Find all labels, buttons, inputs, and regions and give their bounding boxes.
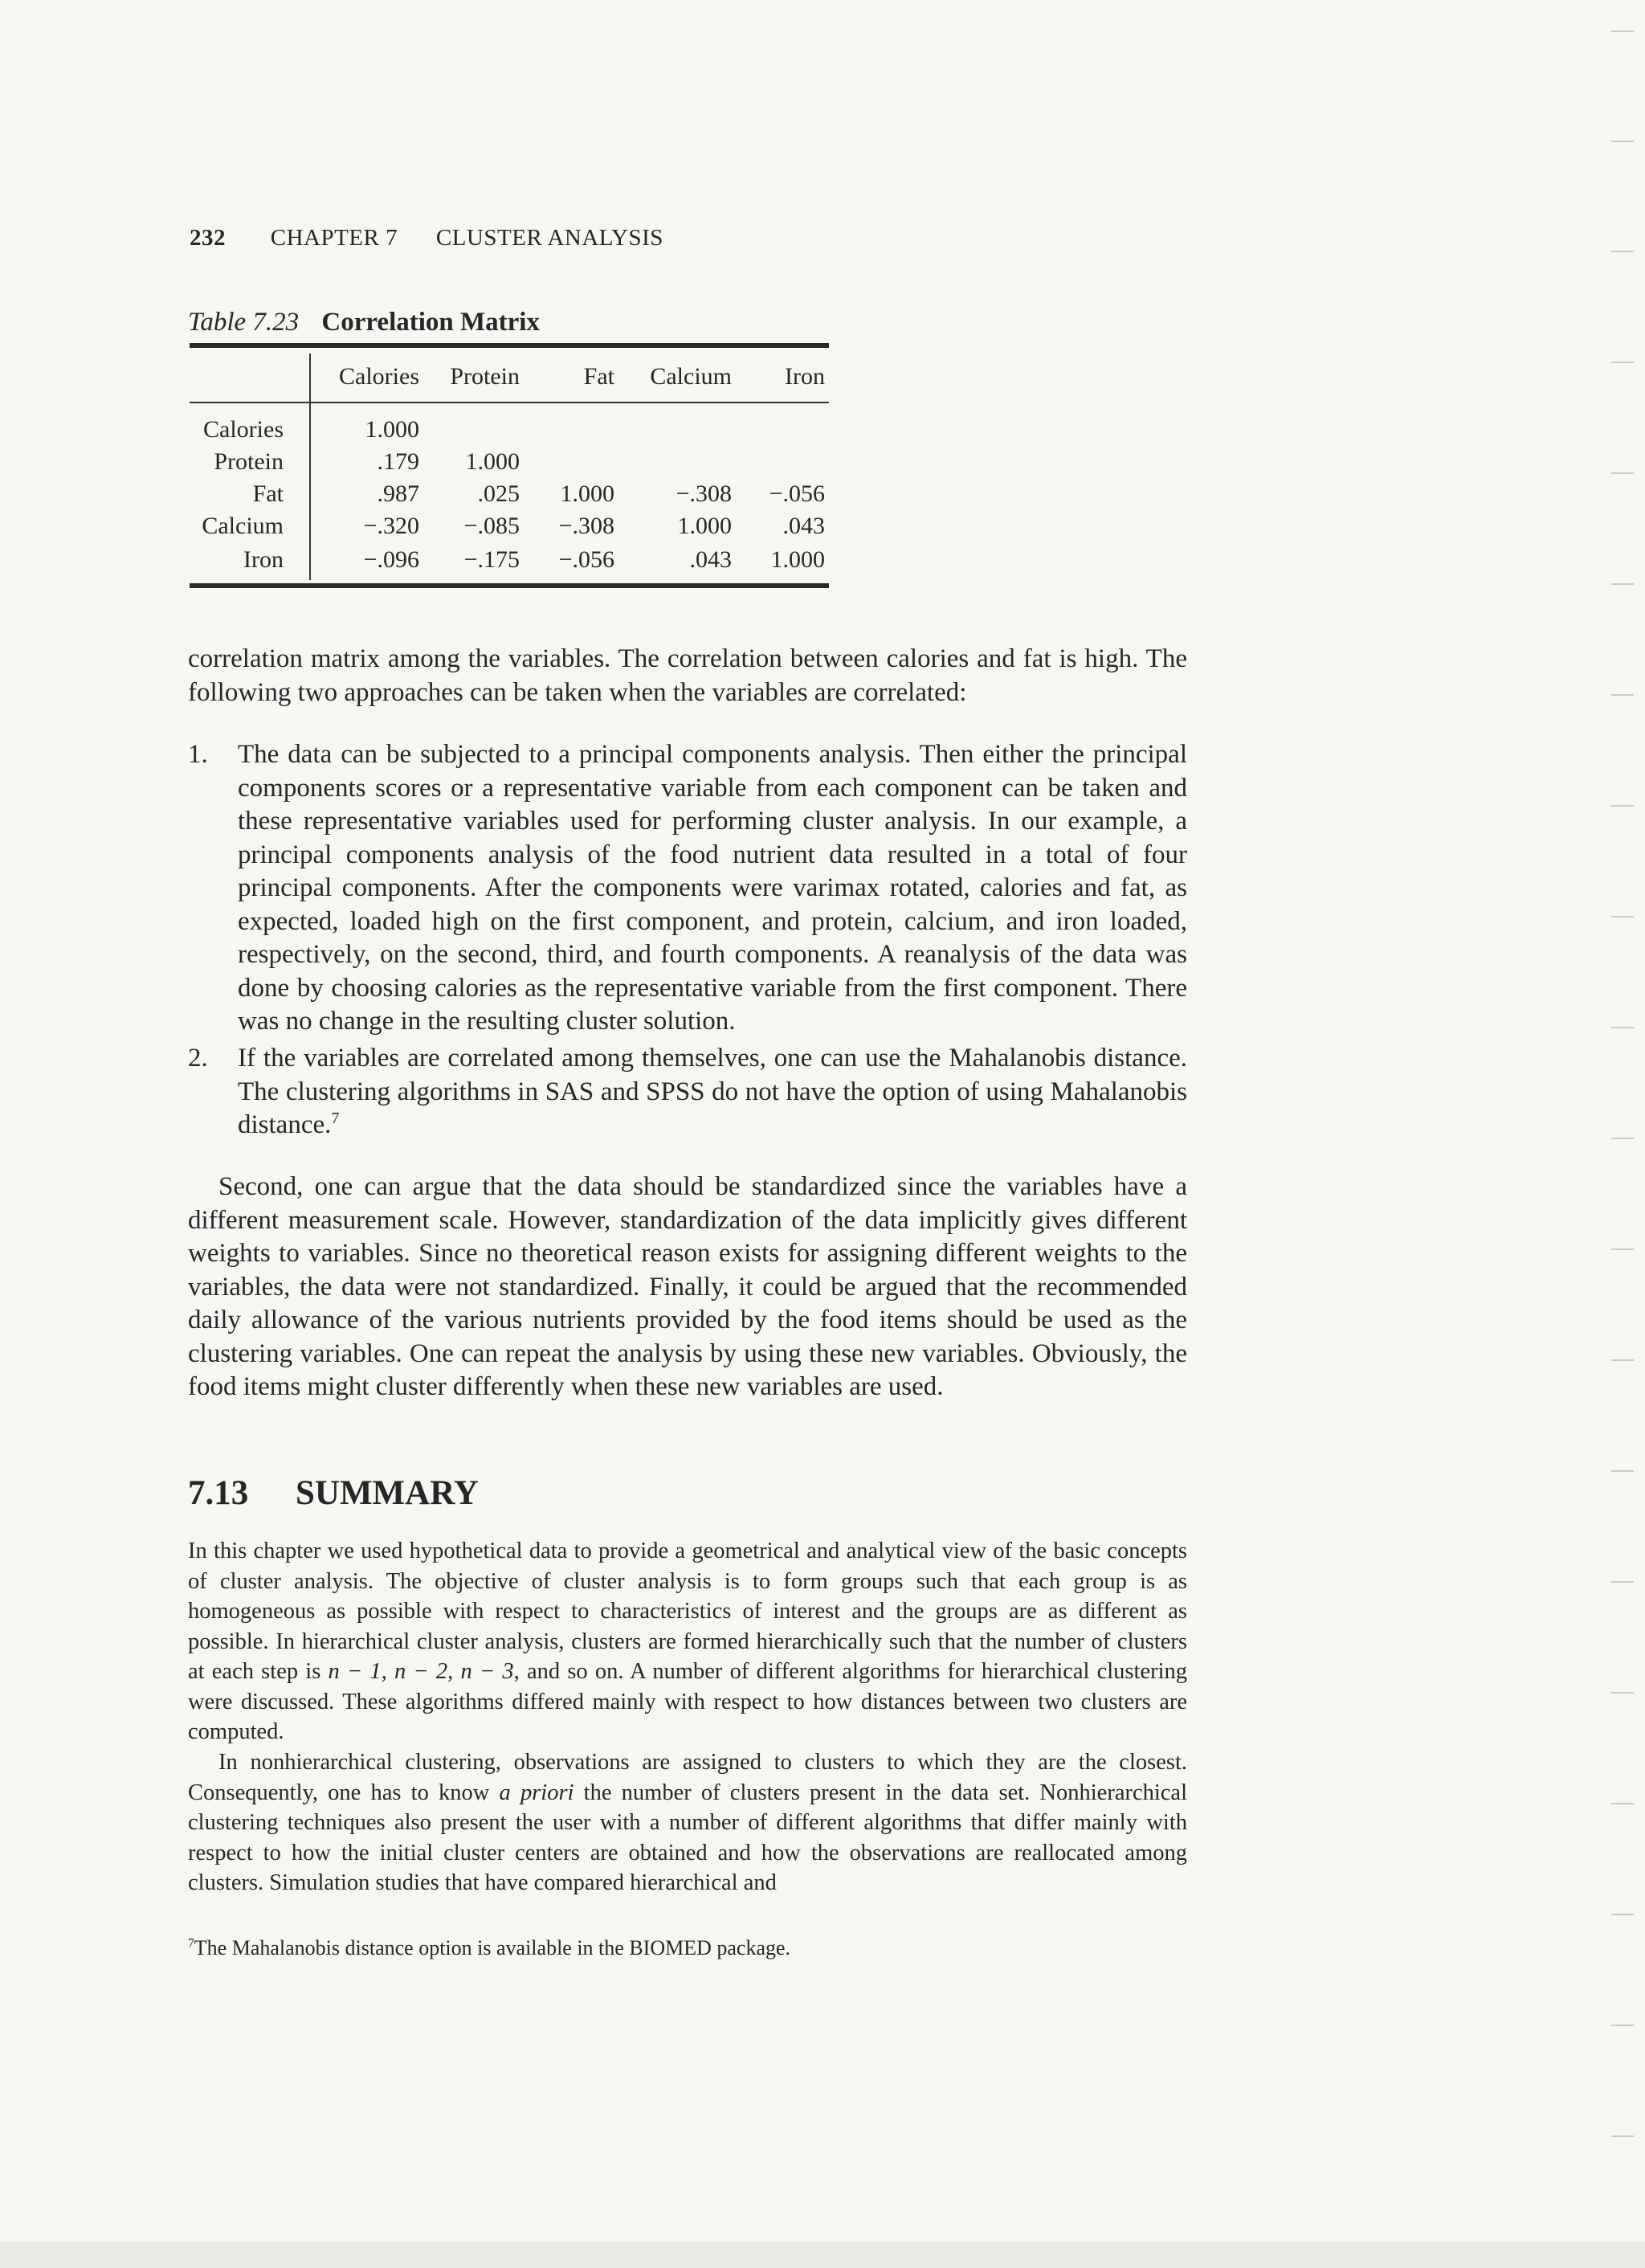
scan-edge-mark (1611, 2135, 1634, 2137)
table-header-rule (190, 402, 829, 403)
list-marker: 2. (188, 1044, 208, 1073)
table-cell: −.096 (363, 546, 419, 573)
section-title: SUMMARY (296, 1474, 479, 1512)
table-cell: −.056 (769, 480, 825, 507)
scan-edge-mark (1611, 1470, 1634, 1472)
table-top-rule (190, 343, 829, 348)
scan-edge-mark (1611, 694, 1634, 696)
row-header: Fat (252, 480, 284, 507)
table-cell: 1.000 (465, 448, 520, 475)
column-header: Calcium (650, 363, 732, 390)
scan-edge-mark (1611, 362, 1634, 363)
table-cell: −.056 (558, 546, 614, 573)
table-cell: 1.000 (365, 416, 419, 443)
summary-text-a: In this chapter we used hypothetical data to provide a geometrical and analytical view of the basic concepts of cluster analysis. The objective of cluster analysis is to form groups such that each group is as homogeneous as possible with respect to characteristics of interest and the groups are as different as possible. In hierarchical cluster analysis, clusters are formed hierarchically such that the number of clusters at each step is (188, 1539, 1187, 1684)
summary-math: n − 1, n − 2, n − 3 (328, 1659, 514, 1684)
table-cell: 1.000 (770, 546, 825, 573)
footnote (188, 1936, 790, 1960)
scan-edge-mark (1611, 251, 1634, 252)
summary-text-b: the number of clusters present in the data set. Nonhierarchical clustering techniques also present the user with a number of different algorithms that differ mainly with respect to how the initial cluster centers are obtained and how the observations are reallocated among clusters. Simulation studies that have compared hierarchical and (188, 1780, 1188, 1895)
row-header: Protein (214, 448, 284, 475)
row-header: Iron (243, 546, 284, 573)
summary-paragraph-2 (188, 1747, 1187, 1898)
chapter-title: CLUSTER ANALYSIS (435, 225, 663, 251)
list-item-1 (188, 738, 1187, 1039)
body-paragraph-2: Second, one can argue that the data should be standardized since the variables have a different measurement scale. However, standardization of the data implicitly gives different weights to variables. Since no theoretical reason exists for assigning different weights to the variables, the data were not standardized. Finally, it could be argued that the recommended daily allowance of the various nutrients provided by the food items should be used as the clustering variables. One can repeat the analysis by using these new variables. Obviously, the food items might cluster differently when these new variables are used. (188, 1172, 1187, 1401)
table-cell: −.175 (463, 546, 520, 573)
scan-edge-mark (1611, 1914, 1634, 1915)
summary-text-b: , and so on. A number of different algorithms for hierarchical clustering were discussed. These algorithms differed mainly with respect to how distances between two clusters are computed. (188, 1659, 1188, 1744)
scan-edge-mark (1611, 1692, 1634, 1694)
chapter-label: CHAPTER 7 (270, 225, 398, 251)
section-heading (188, 1473, 479, 1513)
body-paragraph-1: correlation matrix among the variables. The correlation between calories and fat is high. The following two approaches can be taken when the variables are correlated: (188, 644, 1187, 707)
table-cell: −.085 (463, 513, 520, 539)
table-cell: .179 (377, 448, 419, 475)
list-item-text-content: If the variables are correlated among themselves, one can use the Mahalanobis distance. The clustering algorithms in SAS and SPSS do not have the option of using Mahalanobis distance. (238, 1044, 1187, 1139)
list-item-text (238, 1042, 1187, 1142)
scan-edge-mark (1611, 1027, 1634, 1028)
scan-edge-mark (1611, 31, 1634, 32)
list-item-text: The data can be subjected to a principal components analysis. Then either the principal components scores or a representative variable from each component can be taken and these representative variables used for performing cluster analysis. In our example, a principal components analysis of the food nutrient data resulted in a total of four principal components. After the components were varimax rotated, calories and fat, as expected, loaded high on the first component, and protein, calcium, and iron loaded, respectively, on the second, third, and fourth components. A reanalysis of the data was done by choosing calories as the representative variable from the first component. There was no change in the resulting cluster solution. (238, 740, 1187, 1036)
column-header: Iron (785, 363, 825, 390)
scan-edge-mark (1611, 141, 1634, 142)
list-marker: 1. (188, 740, 208, 769)
column-header: Calories (339, 363, 419, 390)
summary-paragraph-1 (188, 1536, 1187, 1747)
scan-bottom-edge (0, 2241, 1645, 2268)
table-cell: −.320 (363, 513, 419, 539)
footnote-text: The Mahalanobis distance option is available in the BIOMED package. (194, 1936, 791, 1959)
table-caption (188, 308, 540, 337)
scan-edge-mark (1611, 1138, 1634, 1139)
table-cell: .987 (377, 480, 419, 507)
scan-edge-mark (1611, 2025, 1634, 2026)
running-header (190, 225, 663, 251)
summary-text-a: In nonhierarchical clustering, observations are assigned to clusters to which they are the closest. Consequently, one has to know (188, 1750, 1187, 1805)
table-cell: .043 (782, 513, 825, 539)
scan-edge-mark (1611, 916, 1634, 917)
section-number: 7.13 (188, 1474, 249, 1512)
scan-edge-mark (1611, 1359, 1634, 1361)
list-item-2 (188, 1042, 1187, 1142)
row-header: Calcium (202, 513, 284, 539)
table-cell: −.308 (676, 480, 732, 507)
footnote-marker: 7 (188, 1936, 194, 1951)
table-cell: −.308 (558, 513, 614, 539)
table-title: Correlation Matrix (321, 308, 540, 337)
summary-italic: a priori (499, 1780, 574, 1805)
table-bottom-rule (190, 583, 829, 588)
page-number: 232 (190, 225, 226, 251)
column-header: Protein (450, 363, 520, 390)
table-number: Table 7.23 (188, 308, 300, 337)
scan-edge-mark (1611, 472, 1634, 474)
scan-edge-mark (1611, 1581, 1634, 1583)
scan-edge-mark (1611, 1248, 1634, 1250)
footnote-ref: 7 (331, 1109, 340, 1127)
column-header: Fat (583, 363, 614, 390)
scan-edge-mark (1611, 1803, 1634, 1804)
row-header: Calories (203, 416, 284, 443)
table-cell: .043 (689, 546, 732, 573)
table-cell: .025 (477, 480, 520, 507)
scan-edge-mark (1611, 583, 1634, 585)
table-cell: 1.000 (560, 480, 614, 507)
scan-edge-mark (1611, 805, 1634, 807)
table-stub-divider (309, 353, 311, 580)
table-cell: 1.000 (677, 513, 732, 539)
